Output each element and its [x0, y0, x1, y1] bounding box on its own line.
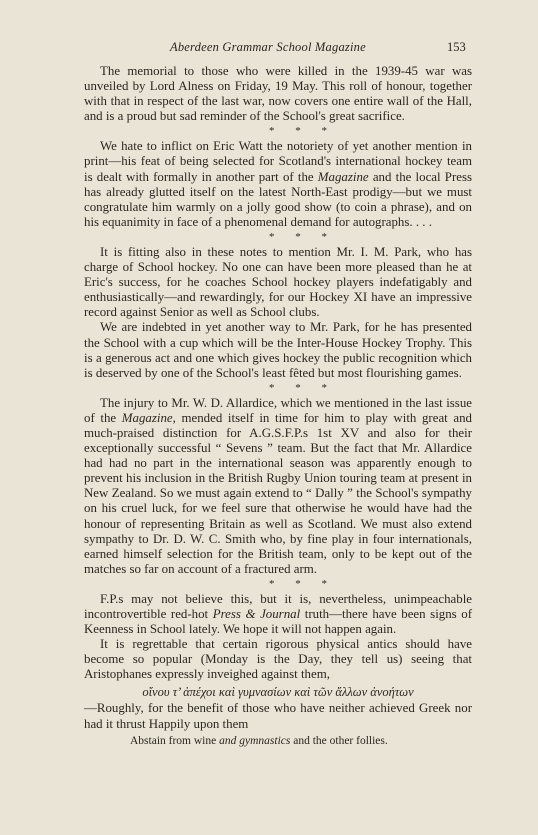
- paragraph-text: F.P.s may not believe this, but it is, nevertheless, unimpeachable incontrovertible red-hot: [84, 591, 472, 621]
- paragraph-hockey-trophy: We are indebted in yet another way to Mr. Park, for he has presented the School with a cup which will be the Inter-House Hockey Trophy. This is a generous act and one which gives hockey the public recognition which is deserved by one of the School's least fêted but most flourishing games.: [84, 320, 472, 380]
- paragraph-text: The injury to Mr. W. D. Allardice, which we mentioned in the last issue of the: [84, 395, 472, 425]
- paragraph-translation-intro: —Roughly, for the benefit of those who have neither achieved Greek nor had it thrust Happily upon them: [84, 701, 472, 731]
- section-separator: * * *: [269, 125, 327, 138]
- newspaper-title: Press & Journal: [212, 607, 301, 621]
- page-number: 153: [447, 40, 466, 54]
- section-separator: * * *: [269, 230, 327, 243]
- paragraph-aristophanes: It is regrettable that certain rigorous physical antics should have become so popular (Monday is the Day, they tell us) seeing that Aristophanes expressly inveighed against them,: [84, 637, 472, 682]
- magazine-title: Magazine: [317, 169, 369, 184]
- quote-text: Abstain from wine: [130, 734, 220, 747]
- magazine-title: Magazine: [121, 410, 173, 425]
- article-body: [84, 64, 472, 749]
- paragraph-mr-park: It is fitting also in these notes to mention Mr. I. M. Park, who has charge of School hockey. No one can have been more pleased than he at Eric's success, for he coaches School hockey players indefatigably and enthusiastically—and rewardingly, for our Hockey XI have an impressive record against Senior as well as School clubs.: [84, 244, 472, 320]
- quote-text: and the other follies.: [290, 734, 388, 747]
- page-header: [0, 40, 538, 60]
- paragraph-text: and the local Press has already glutted itself on the latest North-East prodigy—but we must congratulate him warmly on a jolly good show (to coin a phrase), and on his equanimity in face of a phenomenal demand for autographs. . . .: [84, 169, 472, 229]
- section-separator: * * *: [269, 577, 327, 590]
- paragraph-text: , mended itself in time for him to play with great and much-praised distinction for A.G.S.F.P.s 1st XV and also for their exceptionally successful “ Sevens ” team. But the fact that Mr. Allardice had had no part in the international season was apparently enough to prevent his inclusion in the British Rugby Union touring team at present in New Zealand. So we must again extend to “ Dally ” the School's sympathy on his cruel luck, for we feel sure that otherwise he would have had the honour of representing Britain as well as Scotland. We must also extend sympathy to Dr. D. W. C. Smith who, by fine play in four internationals, earned himself selection for the British team, only to be kept out of the matches so far on account of a fractured arm.: [84, 410, 472, 576]
- paragraph-memorial: The memorial to those who were killed in the 1939-45 war was unveiled by Lord Alness on Friday, 19 May. This roll of honour, together with that in respect of the last war, now covers one entire wall of the Hall, and is a proud but sad reminder of the School's great sacrifice.: [84, 64, 472, 124]
- paragraph-text: truth—there have been signs of Keenness in School lately. We hope it will not happen again.: [84, 607, 472, 637]
- section-separator: * * *: [269, 381, 327, 394]
- running-title: Aberdeen Grammar School Magazine: [170, 40, 366, 54]
- translation-quote: [84, 734, 472, 749]
- paragraph-keenness: [84, 592, 472, 637]
- paragraph-eric-watt: [84, 139, 472, 230]
- paragraph-text: We hate to inflict on Eric Watt the notoriety of yet another mention in print—his feat of being selected for Scotland's international hockey team is dealt with formally in another part of the: [84, 139, 472, 184]
- paragraph-allardice: [84, 396, 472, 577]
- quote-italic: and gymnastics: [219, 734, 291, 747]
- greek-quotation: οἴνου τ’ ἀπέχοι καὶ γυμνασίων καὶ τῶν ἄλλων ἀνοήτων: [142, 685, 414, 700]
